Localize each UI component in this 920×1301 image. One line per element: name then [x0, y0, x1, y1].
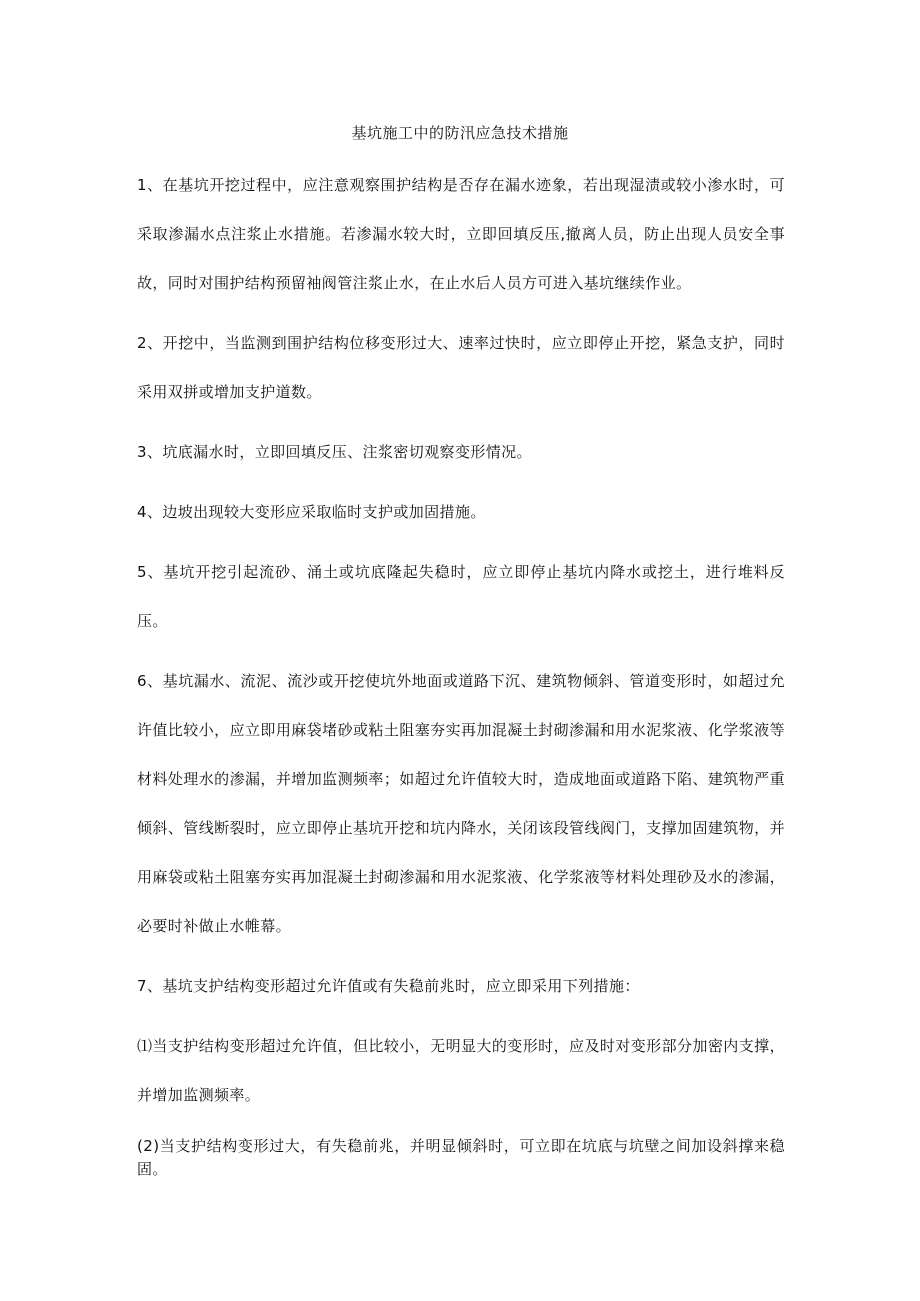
paragraph-6: 6、基坑漏水、流泥、流沙或开挖使坑外地面或道路下沉、建筑物倾斜、管道变形时，如超过允许值比较小，应立即用麻袋堵砂或粘土阻塞夯实再加混凝土封砌渗漏和用水泥浆液、化学浆液等材料处理水的渗漏，并增加监测频率；如超过允许值较大时，造成地面或道路下陷、建筑物严重倾斜、管线断裂时，应立即停止基坑开挖和坑内降水，关闭该段管线阀门，支撑加固建筑物，并用麻袋或粘土阻塞夯实再加混凝土封砌渗漏和用水泥浆液、化学浆液等材料处理砂及水的渗漏，必要时补做止水帷幕。 — [137, 672, 785, 935]
document-title: 基坑施工中的防汛应急技术措施 — [351, 124, 569, 142]
paragraph-5: 5、基坑开挖引起流砂、涌土或坑底隆起失稳时，应立即停止基坑内降水或挖土，进行堆料反压。 — [137, 563, 785, 630]
paragraph-7: 7、基坑支护结构变形超过允许值或有失稳前兆时，应立即采用下列措施： — [137, 977, 640, 995]
paragraph-3: 3、坑底漏水时，立即回填反压、注浆密切观察变形情况。 — [137, 443, 532, 461]
paragraph-2: 2、开挖中，当监测到围护结构位移变形过大、速率过快时，应立即停止开挖，紧急支护，同时采用双拼或增加支护道数。 — [137, 334, 785, 401]
paragraph-4: 4、边坡出现较大变形应采取临时支护或加固措施。 — [137, 503, 486, 521]
paragraph-7-item-1: ⑴当支护结构变形超过允许值，但比较小，无明显大的变形时，应及时对变形部分加密内支撑，并增加监测频率。 — [137, 1037, 785, 1104]
paragraph-1: 1、在基坑开挖过程中，应注意观察围护结构是否存在漏水迹象，若出现湿渍或较小渗水时，可采取渗漏水点注浆止水措施。若渗漏水较大时，立即回填反压,撤离人员，防止出现人员安全事故，同时对围护结构预留袖阀管注浆止水，在止水后人员方可进入基坑继续作业。 — [137, 176, 785, 292]
paragraph-7-item-2: (2)当支护结构变形过大，有失稳前兆，并明显倾斜时，可立即在坑底与坑壁之间加设斜撑来稳固。 — [137, 1137, 785, 1178]
document-body — [137, 161, 785, 1192]
